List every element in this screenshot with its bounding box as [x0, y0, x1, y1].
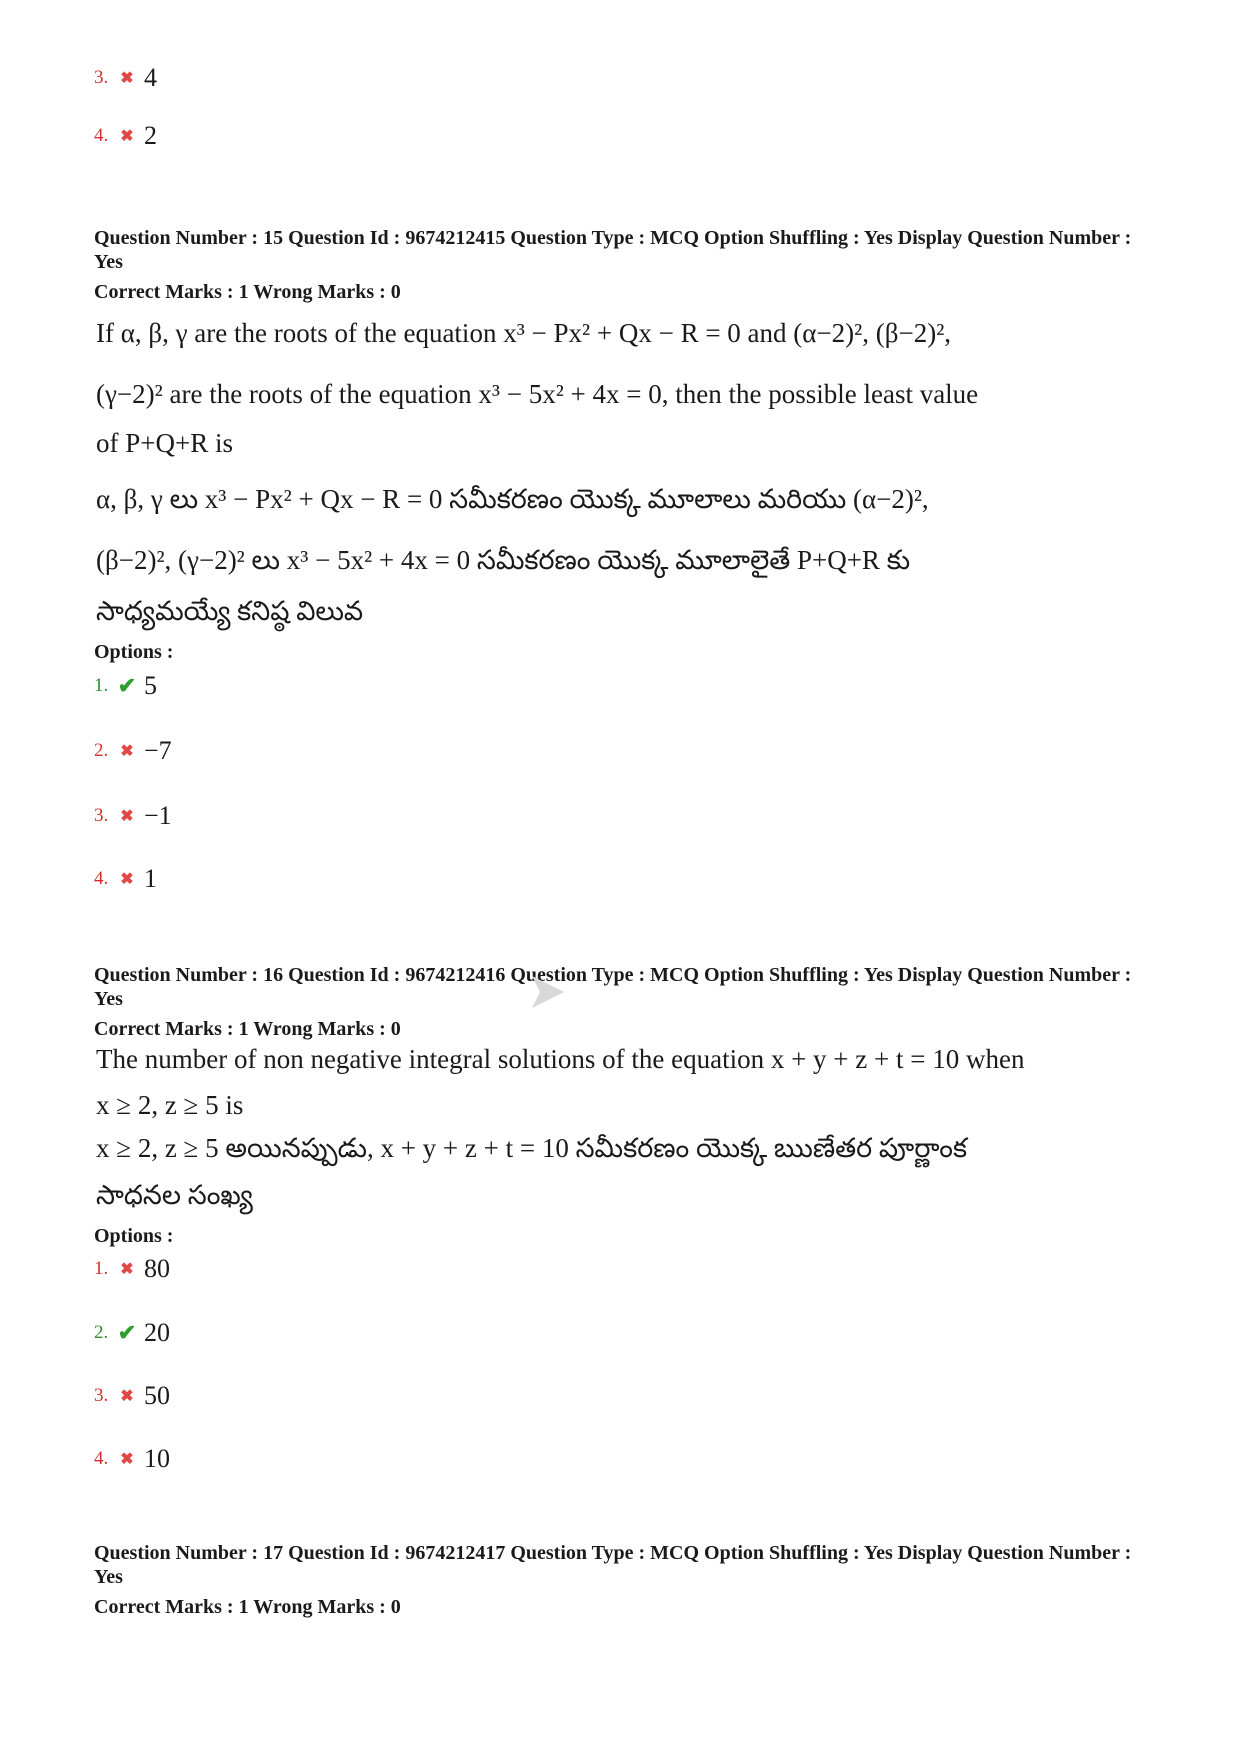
cross-icon: ✖ — [120, 1451, 134, 1468]
option-value: 4 — [144, 63, 157, 92]
cross-icon: ✖ — [120, 128, 134, 145]
q15-telugu-line-3: సాధ్యమయ్యే కనిష్ఠ విలువ — [96, 596, 364, 626]
option-value: 2 — [144, 121, 157, 150]
option-value: 10 — [144, 1444, 170, 1473]
q15-option-1 — [94, 668, 157, 704]
q17-marks: Correct Marks : 1 Wrong Marks : 0 — [94, 1596, 401, 1618]
check-icon: ✔ — [117, 673, 137, 698]
option-value: −1 — [144, 801, 172, 830]
cross-icon: ✖ — [120, 871, 134, 888]
q16-option-3 — [94, 1378, 170, 1414]
option-prev-4 — [94, 118, 157, 154]
q17-header: Question Number : 17 Question Id : 9674212417 Question Type : MCQ Option Shuffling : Yes Display Question Number : Yes — [94, 1542, 1132, 1588]
q16-telugu-line-1: x ≥ 2, z ≥ 5 అయినప్పుడు, x + y + z + t = 10 సమీకరణం యొక్క ఋణేతర పూర్ణాంక — [96, 1133, 968, 1163]
q16-english-line-1: The number of non negative integral solutions of the equation x + y + z + t = 10 when — [96, 1044, 1025, 1074]
q16-header: Question Number : 16 Question Id : 9674212416 Question Type : MCQ Option Shuffling : Yes Display Question Number : Yes — [94, 964, 1132, 1010]
q15-option-3 — [94, 798, 172, 834]
cross-icon: ✖ — [120, 808, 134, 825]
check-icon: ✔ — [117, 1320, 137, 1345]
option-number: 1. — [94, 1258, 109, 1279]
option-value: −7 — [144, 736, 172, 765]
q15-option-4 — [94, 861, 157, 897]
q16-english-line-2: x ≥ 2, z ≥ 5 is — [96, 1090, 244, 1120]
option-number: 1. — [94, 675, 109, 696]
option-number: 3. — [94, 805, 109, 826]
q16-option-4 — [94, 1441, 170, 1477]
option-value: 20 — [144, 1318, 170, 1347]
q15-english-line-2: (γ−2)² are the roots of the equation x³ − 5x² + 4x = 0, then the possible least value — [96, 379, 979, 409]
q16-marks: Correct Marks : 1 Wrong Marks : 0 — [94, 1018, 401, 1040]
option-number: 2. — [94, 740, 109, 761]
q15-marks: Correct Marks : 1 Wrong Marks : 0 — [94, 281, 401, 303]
q16-option-2 — [94, 1315, 170, 1351]
cross-icon: ✖ — [120, 70, 134, 87]
option-value: 5 — [144, 671, 157, 700]
q15-telugu-line-2: (β−2)², (γ−2)² లు x³ − 5x² + 4x = 0 సమీకరణం యొక్క మూలాలైతే P+Q+R కు — [96, 545, 911, 575]
q15-english-line-1: If α, β, γ are the roots of the equation x³ − Px² + Qx − R = 0 and (α−2)², (β−2)², — [96, 318, 952, 348]
option-number: 4. — [94, 868, 109, 889]
cross-icon: ✖ — [120, 743, 134, 760]
option-value: 80 — [144, 1254, 170, 1283]
q15-options-label: Options : — [94, 641, 174, 663]
q16-telugu-line-2: సాధనల సంఖ్య — [96, 1180, 253, 1210]
option-value: 50 — [144, 1381, 170, 1410]
option-value: 1 — [144, 864, 157, 893]
arrow-icon — [528, 972, 568, 1012]
option-number: 4. — [94, 1448, 109, 1469]
q15-english-line-3: of P+Q+R is — [96, 428, 233, 458]
q15-telugu-line-1: α, β, γ లు x³ − Px² + Qx − R = 0 సమీకరణం యొక్క మూలాలు మరియు (α−2)², — [96, 484, 929, 514]
q15-option-2 — [94, 733, 172, 769]
cross-icon: ✖ — [120, 1261, 134, 1278]
option-number: 3. — [94, 67, 109, 88]
cross-icon: ✖ — [120, 1388, 134, 1405]
q16-options-label: Options : — [94, 1225, 174, 1247]
option-number: 3. — [94, 1385, 109, 1406]
q15-header: Question Number : 15 Question Id : 9674212415 Question Type : MCQ Option Shuffling : Yes Display Question Number : Yes — [94, 227, 1132, 273]
option-number: 4. — [94, 125, 109, 146]
option-number: 2. — [94, 1322, 109, 1343]
option-prev-3 — [94, 60, 157, 96]
q16-option-1 — [94, 1251, 170, 1287]
